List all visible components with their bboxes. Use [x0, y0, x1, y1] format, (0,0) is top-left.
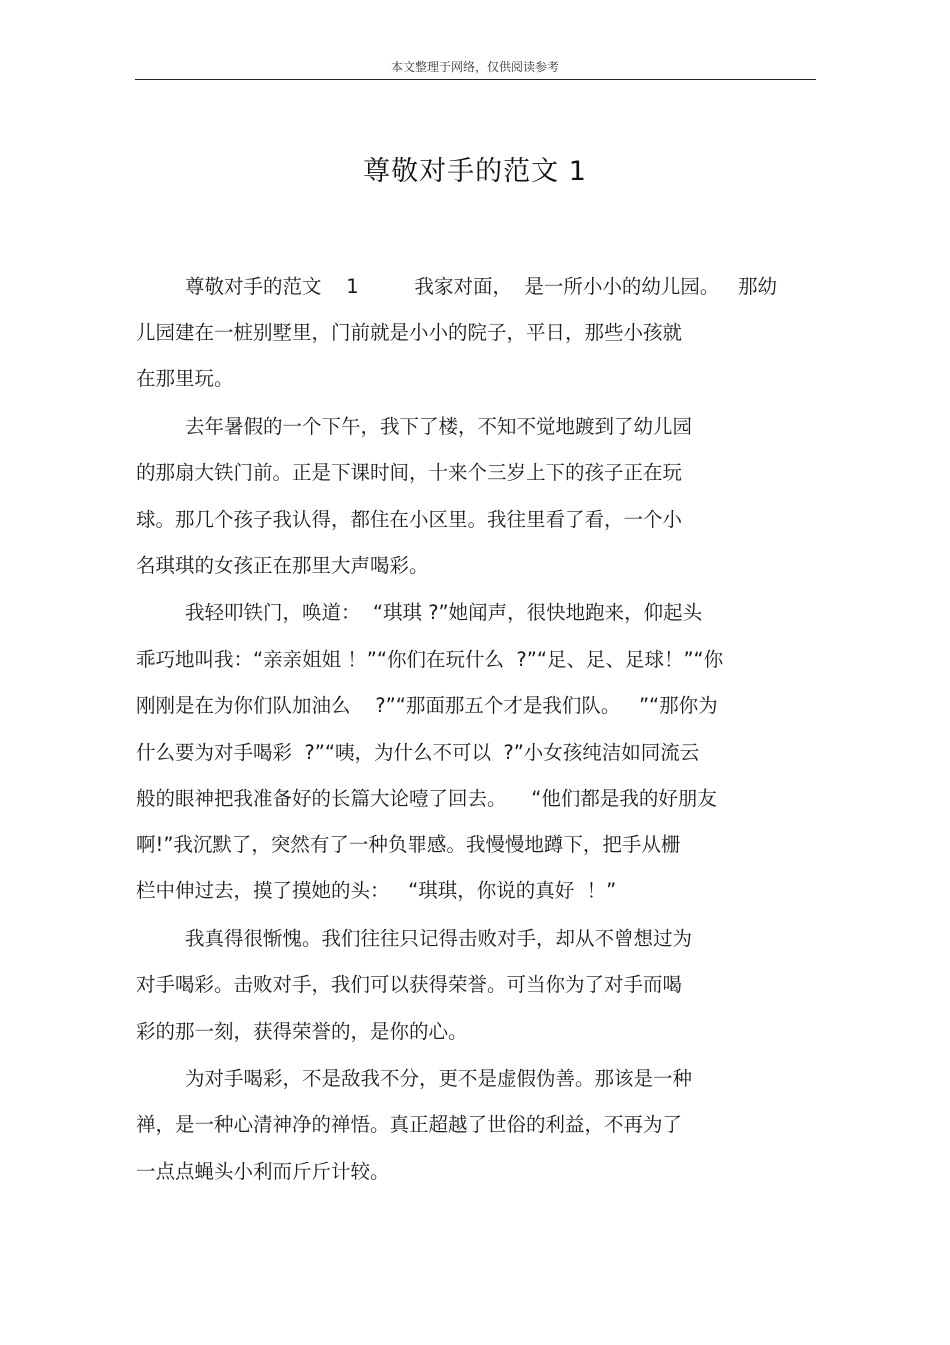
- page-header: 本文整理于网络，仅供阅读参考: [390, 60, 559, 74]
- text-line: 我轻叩铁门，唤道： “琪琪 ?”她闻声，很快地跑来，仰起头: [185, 601, 703, 624]
- text-line: 在那里玩。: [136, 367, 234, 390]
- text-line: 儿园建在一桩别墅里，门前就是小小的院子，平日，那些小孩就: [136, 321, 683, 344]
- document-title: 尊敬对手的范文 1: [363, 156, 587, 187]
- text-line: 刚刚是在为你们队加油么 ?”“那面那五个才是我们队。 ”“那你为: [136, 694, 718, 717]
- text-line: 的那扇大铁门前。正是下课时间，十来个三岁上下的孩子正在玩: [136, 461, 683, 484]
- text-line: 栏中伸过去，摸了摸她的头： “琪琪，你说的真好 ！”: [136, 879, 617, 902]
- text-line: 去年暑假的一个下午，我下了楼，不知不觉地踱到了幼儿园: [185, 415, 693, 438]
- text-line: 尊敬对手的范文 1 我家对面， 是一所小小的幼儿园。 那幼: [185, 275, 777, 298]
- header-divider: [135, 79, 816, 80]
- text-line: 什么要为对手喝彩 ?”“咦，为什么不可以 ?”小女孩纯洁如同流云: [136, 741, 700, 764]
- text-line: 般的眼神把我准备好的长篇大论噎了回去。 “他们都是我的好朋友: [136, 787, 717, 810]
- text-line: 乖巧地叫我：“亲亲姐姐 ！”“你们在玩什么 ?”“足、足、足球！”“你: [136, 648, 724, 671]
- text-line: 一点点蝇头小利而斤斤计较。: [136, 1160, 390, 1183]
- text-line: 彩的那一刻，获得荣誉的，是你的心。: [136, 1020, 468, 1043]
- text-line: 对手喝彩。击败对手，我们可以获得荣誉。可当你为了对手而喝: [136, 973, 683, 996]
- text-line: 啊!”我沉默了，突然有了一种负罪感。我慢慢地蹲下，把手从栅: [136, 833, 681, 856]
- text-line: 为对手喝彩，不是敌我不分，更不是虚假伪善。那该是一种: [185, 1067, 693, 1090]
- text-line: 我真得很惭愧。我们往往只记得击败对手，却从不曾想过为: [185, 927, 693, 950]
- text-line: 名琪琪的女孩正在那里大声喝彩。: [136, 554, 429, 577]
- text-line: 球。那几个孩子我认得，都住在小区里。我往里看了看，一个小: [136, 508, 683, 531]
- text-line: 禅，是一种心清神净的禅悟。真正超越了世俗的利益，不再为了: [136, 1113, 683, 1136]
